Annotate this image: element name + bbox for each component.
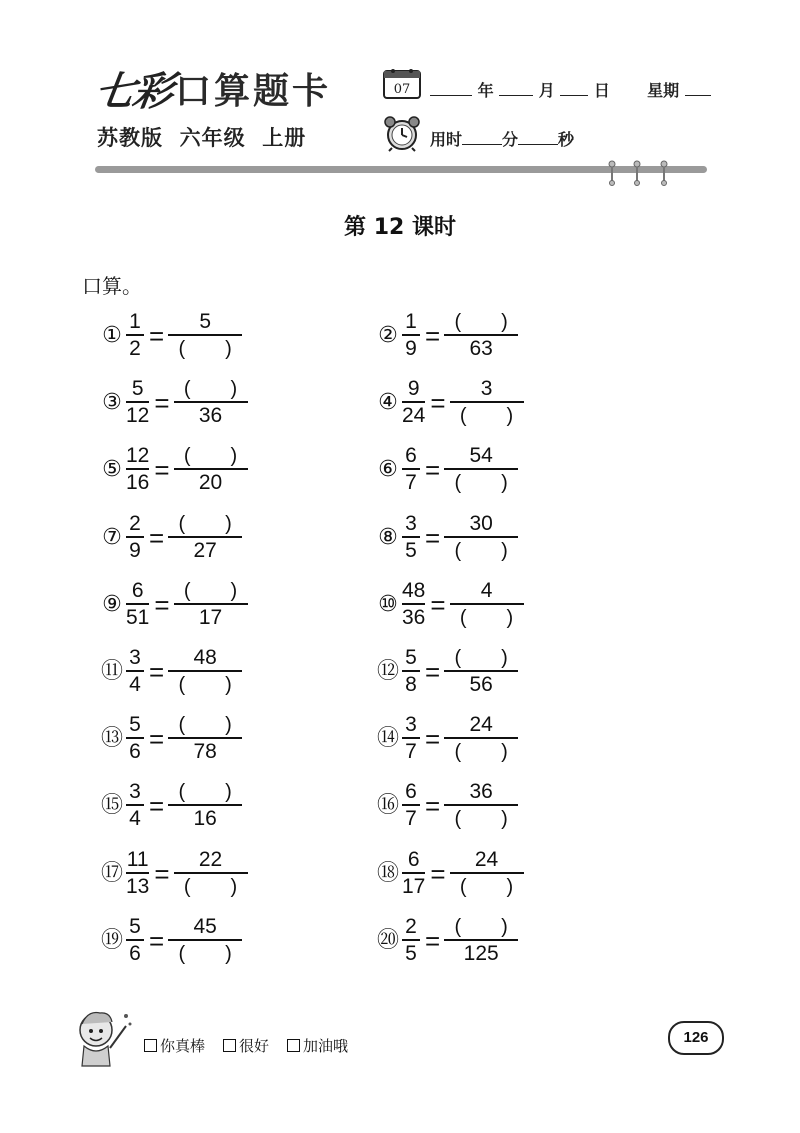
numerator-blank[interactable]: ( ) xyxy=(178,512,232,535)
answer-fraction xyxy=(168,915,242,967)
numerator-blank[interactable]: ( ) xyxy=(178,714,232,737)
numerator-blank[interactable]: ( ) xyxy=(178,781,232,804)
exercise-item xyxy=(100,375,248,431)
exercise-item xyxy=(100,510,242,566)
numerator: 6 xyxy=(407,847,420,871)
denominator: 125 xyxy=(463,941,499,965)
given-fraction xyxy=(401,646,421,698)
binder-ring-icon xyxy=(659,160,669,186)
given-fraction xyxy=(125,915,145,967)
numerator: 5 xyxy=(199,310,212,333)
exercise-item xyxy=(100,913,242,969)
seconds-blank[interactable] xyxy=(518,128,558,145)
numerator: 11 xyxy=(126,847,149,871)
equals-sign: = xyxy=(149,925,165,956)
answer-fraction xyxy=(174,848,248,900)
exercise-number: ⑰ xyxy=(100,860,123,886)
given-fraction xyxy=(401,310,421,362)
exercise-number: ⑨ xyxy=(102,591,122,617)
given-fraction xyxy=(125,579,150,631)
answer-fraction xyxy=(444,713,518,765)
exercise-item xyxy=(376,913,518,969)
denominator: 4 xyxy=(129,807,141,831)
numerator: 1 xyxy=(129,310,141,333)
exercise-number: ⑪ xyxy=(100,659,123,684)
given-fraction xyxy=(125,512,145,564)
calendar-number: 07 xyxy=(393,82,411,97)
weekday-blank[interactable] xyxy=(685,79,711,96)
exercise-item xyxy=(376,846,524,902)
answer-fraction xyxy=(450,377,524,429)
equals-sign: = xyxy=(149,321,165,351)
minutes-blank[interactable] xyxy=(462,128,502,145)
numerator-blank[interactable]: ( ) xyxy=(183,378,238,401)
day-label: 日 xyxy=(593,81,610,100)
given-fraction xyxy=(125,377,150,429)
exercise-number: ⑱ xyxy=(376,860,399,886)
exercise-item xyxy=(376,308,518,364)
given-fraction xyxy=(401,848,426,900)
self-rating-options xyxy=(144,1035,348,1056)
denominator: 36 xyxy=(198,404,223,428)
exercise-item xyxy=(376,644,518,700)
numerator: 54 xyxy=(469,444,493,468)
equals-sign: = xyxy=(425,724,441,755)
numerator: 22 xyxy=(198,847,223,871)
numerator: 2 xyxy=(129,511,141,535)
brand-title xyxy=(91,68,332,116)
denominator-blank[interactable]: ( ) xyxy=(459,405,514,428)
given-fraction xyxy=(125,848,150,900)
numerator: 5 xyxy=(405,646,417,669)
equals-sign: = xyxy=(430,858,446,889)
denominator: 56 xyxy=(469,673,493,696)
denominator: 5 xyxy=(405,941,417,965)
numerator: 45 xyxy=(193,914,217,938)
answer-fraction xyxy=(168,646,242,698)
date-fill-line xyxy=(430,78,711,101)
numerator: 6 xyxy=(405,444,417,468)
exercise-item xyxy=(376,375,524,431)
numerator: 3 xyxy=(405,713,417,737)
given-fraction xyxy=(125,444,150,496)
exercise-number: ⑩ xyxy=(378,591,398,617)
answer-fraction xyxy=(444,646,518,698)
denominator: 8 xyxy=(405,673,417,696)
given-fraction xyxy=(401,915,421,967)
exercise-number: ③ xyxy=(102,390,122,416)
denominator: 20 xyxy=(198,471,223,495)
answer-fraction xyxy=(168,310,242,362)
equals-sign: = xyxy=(149,522,165,553)
exercise-number: ⑦ xyxy=(102,524,122,550)
numerator: 5 xyxy=(131,377,144,401)
page-number: 126 xyxy=(668,1021,724,1055)
denominator-blank[interactable]: ( ) xyxy=(459,606,514,629)
answer-fraction xyxy=(168,780,242,832)
numerator: 5 xyxy=(129,914,141,938)
checkbox[interactable] xyxy=(223,1039,236,1052)
answer-fraction xyxy=(174,444,248,496)
denominator: 7 xyxy=(405,471,417,495)
equals-sign: = xyxy=(154,589,170,620)
binder-ring-icon xyxy=(607,160,617,186)
denominator: 17 xyxy=(198,605,223,629)
rating-label: 加油哦 xyxy=(303,1037,349,1055)
exercise-number: ⑮ xyxy=(100,793,123,819)
denominator: 7 xyxy=(405,740,417,764)
year-label: 年 xyxy=(477,81,494,100)
denominator-blank[interactable]: ( ) xyxy=(178,942,232,965)
weekday-label: 星期 xyxy=(647,81,680,100)
denominator: 6 xyxy=(129,740,141,764)
given-fraction xyxy=(125,646,145,698)
exercise-item xyxy=(100,846,248,902)
answer-fraction xyxy=(450,848,524,900)
numerator: 3 xyxy=(405,511,417,535)
day-blank[interactable] xyxy=(560,79,588,96)
equals-sign: = xyxy=(154,388,170,419)
answer-fraction xyxy=(174,377,248,429)
equals-sign: = xyxy=(425,925,441,956)
time-label: 用时 xyxy=(430,130,463,149)
rating-option-good[interactable] xyxy=(223,1035,269,1056)
numerator-blank[interactable]: ( ) xyxy=(454,915,508,938)
given-fraction xyxy=(125,780,145,832)
exercise-number: ⑯ xyxy=(376,793,399,819)
exercise-number: ④ xyxy=(378,390,398,416)
month-blank[interactable] xyxy=(499,79,533,96)
equals-sign: = xyxy=(149,724,165,755)
numerator: 24 xyxy=(469,713,493,737)
answer-fraction xyxy=(444,512,518,564)
edition-label: 苏教版 六年级 上册 xyxy=(97,126,307,150)
exercise-number: ⑭ xyxy=(376,726,399,752)
exercise-item xyxy=(100,711,242,767)
denominator-blank[interactable]: ( ) xyxy=(454,741,508,764)
denominator: 13 xyxy=(126,874,150,898)
seconds-label: 秒 xyxy=(558,130,575,149)
given-fraction xyxy=(401,444,421,496)
numerator: 6 xyxy=(405,780,417,804)
numerator-blank[interactable]: ( ) xyxy=(183,579,238,602)
exercise-item xyxy=(376,577,524,633)
denominator: 9 xyxy=(405,337,417,360)
numerator: 36 xyxy=(469,780,493,804)
given-fraction xyxy=(401,377,426,429)
numerator: 1 xyxy=(405,310,417,333)
equals-sign: = xyxy=(430,589,446,620)
exercise-item xyxy=(100,644,242,700)
checkbox[interactable] xyxy=(287,1039,300,1052)
answer-fraction xyxy=(168,512,242,564)
exercise-item xyxy=(100,442,248,498)
denominator: 63 xyxy=(469,337,493,360)
given-fraction xyxy=(401,713,421,765)
equals-sign: = xyxy=(425,522,441,553)
given-fraction xyxy=(401,579,426,631)
calendar-icon xyxy=(382,66,422,100)
equals-sign: = xyxy=(425,455,441,486)
minutes-label: 分 xyxy=(502,130,519,149)
denominator: 17 xyxy=(402,874,426,898)
numerator: 9 xyxy=(407,377,420,401)
numerator: 24 xyxy=(474,847,499,871)
answer-fraction xyxy=(444,780,518,832)
numerator: 12 xyxy=(126,444,150,468)
equals-sign: = xyxy=(425,321,441,351)
answer-fraction xyxy=(168,713,242,765)
denominator-blank[interactable]: ( ) xyxy=(459,875,514,898)
numerator: 5 xyxy=(129,713,141,737)
rating-option-keep-going[interactable] xyxy=(287,1035,348,1056)
equals-sign: = xyxy=(149,791,165,822)
time-fill-line xyxy=(430,127,574,150)
denominator-blank[interactable]: ( ) xyxy=(454,539,508,562)
denominator: 12 xyxy=(126,404,150,428)
denominator: 4 xyxy=(129,673,141,696)
exercise-number: ⑧ xyxy=(378,524,398,550)
numerator-blank[interactable]: ( ) xyxy=(454,311,508,333)
numerator: 48 xyxy=(402,578,426,602)
denominator-blank[interactable]: ( ) xyxy=(454,472,508,495)
boy-mascot-icon xyxy=(70,1004,136,1070)
denominator-blank[interactable]: ( ) xyxy=(178,338,232,360)
brand-name: 口算题卡 xyxy=(175,71,332,112)
given-fraction xyxy=(125,713,145,765)
exercise-item xyxy=(376,510,518,566)
exercise-item xyxy=(376,778,518,834)
numerator-blank[interactable]: ( ) xyxy=(454,647,508,669)
denominator: 9 xyxy=(129,538,141,562)
numerator: 6 xyxy=(131,578,144,602)
given-fraction xyxy=(401,512,421,564)
rating-option-great[interactable] xyxy=(144,1035,205,1056)
brand-logo: 七彩 xyxy=(91,68,175,115)
denominator: 16 xyxy=(126,471,150,495)
denominator: 7 xyxy=(405,807,417,831)
equals-sign: = xyxy=(154,858,170,889)
exercise-number: ② xyxy=(378,323,398,348)
denominator: 16 xyxy=(193,807,217,831)
equals-sign: = xyxy=(149,657,165,687)
exercise-number: ⑫ xyxy=(376,659,399,684)
denominator: 78 xyxy=(193,740,217,764)
numerator: 48 xyxy=(193,646,217,669)
denominator-blank[interactable]: ( ) xyxy=(454,808,508,831)
year-blank[interactable] xyxy=(430,79,472,96)
rating-label: 你真棒 xyxy=(160,1037,206,1055)
denominator: 36 xyxy=(402,605,426,629)
denominator-blank[interactable]: ( ) xyxy=(178,674,232,696)
exercise-item xyxy=(100,308,242,364)
exercise-number: ⑲ xyxy=(100,927,123,953)
numerator: 3 xyxy=(129,646,141,669)
lesson-title: 第 12 课时 xyxy=(344,215,456,240)
given-fraction xyxy=(401,780,421,832)
denominator: 5 xyxy=(405,538,417,562)
denominator-blank[interactable]: ( ) xyxy=(183,875,238,898)
month-label: 月 xyxy=(538,81,555,100)
numerator: 3 xyxy=(480,377,493,401)
equals-sign: = xyxy=(425,791,441,822)
equals-sign: = xyxy=(154,455,170,486)
exercise-number: ⑥ xyxy=(378,457,398,483)
exercise-number: ⑤ xyxy=(102,457,122,483)
answer-fraction xyxy=(450,579,524,631)
alarm-clock-icon xyxy=(382,116,422,152)
numerator: 3 xyxy=(129,780,141,804)
exercise-item xyxy=(100,577,248,633)
given-fraction xyxy=(125,310,145,362)
denominator: 2 xyxy=(129,337,141,360)
numerator: 4 xyxy=(480,578,493,602)
exercise-item xyxy=(100,778,242,834)
equals-sign: = xyxy=(430,388,446,419)
rating-label: 很好 xyxy=(239,1037,270,1055)
equals-sign: = xyxy=(425,657,441,687)
answer-fraction xyxy=(174,579,248,631)
denominator: 24 xyxy=(402,404,426,428)
checkbox[interactable] xyxy=(144,1039,157,1052)
exercise-number: ① xyxy=(102,323,122,348)
answer-fraction xyxy=(444,310,518,362)
exercise-item xyxy=(376,442,518,498)
numerator-blank[interactable]: ( ) xyxy=(183,445,238,468)
binder-ring-icon xyxy=(632,160,642,186)
exercise-number: ⑳ xyxy=(376,927,399,953)
instruction-text: 口算。 xyxy=(82,274,142,298)
denominator: 6 xyxy=(129,941,141,965)
exercise-number: ⑬ xyxy=(100,726,123,752)
denominator: 51 xyxy=(126,605,150,629)
answer-fraction xyxy=(444,444,518,496)
denominator: 27 xyxy=(193,538,217,562)
answer-fraction xyxy=(444,915,518,967)
numerator: 2 xyxy=(405,914,417,938)
numerator: 30 xyxy=(469,511,493,535)
exercise-item xyxy=(376,711,518,767)
